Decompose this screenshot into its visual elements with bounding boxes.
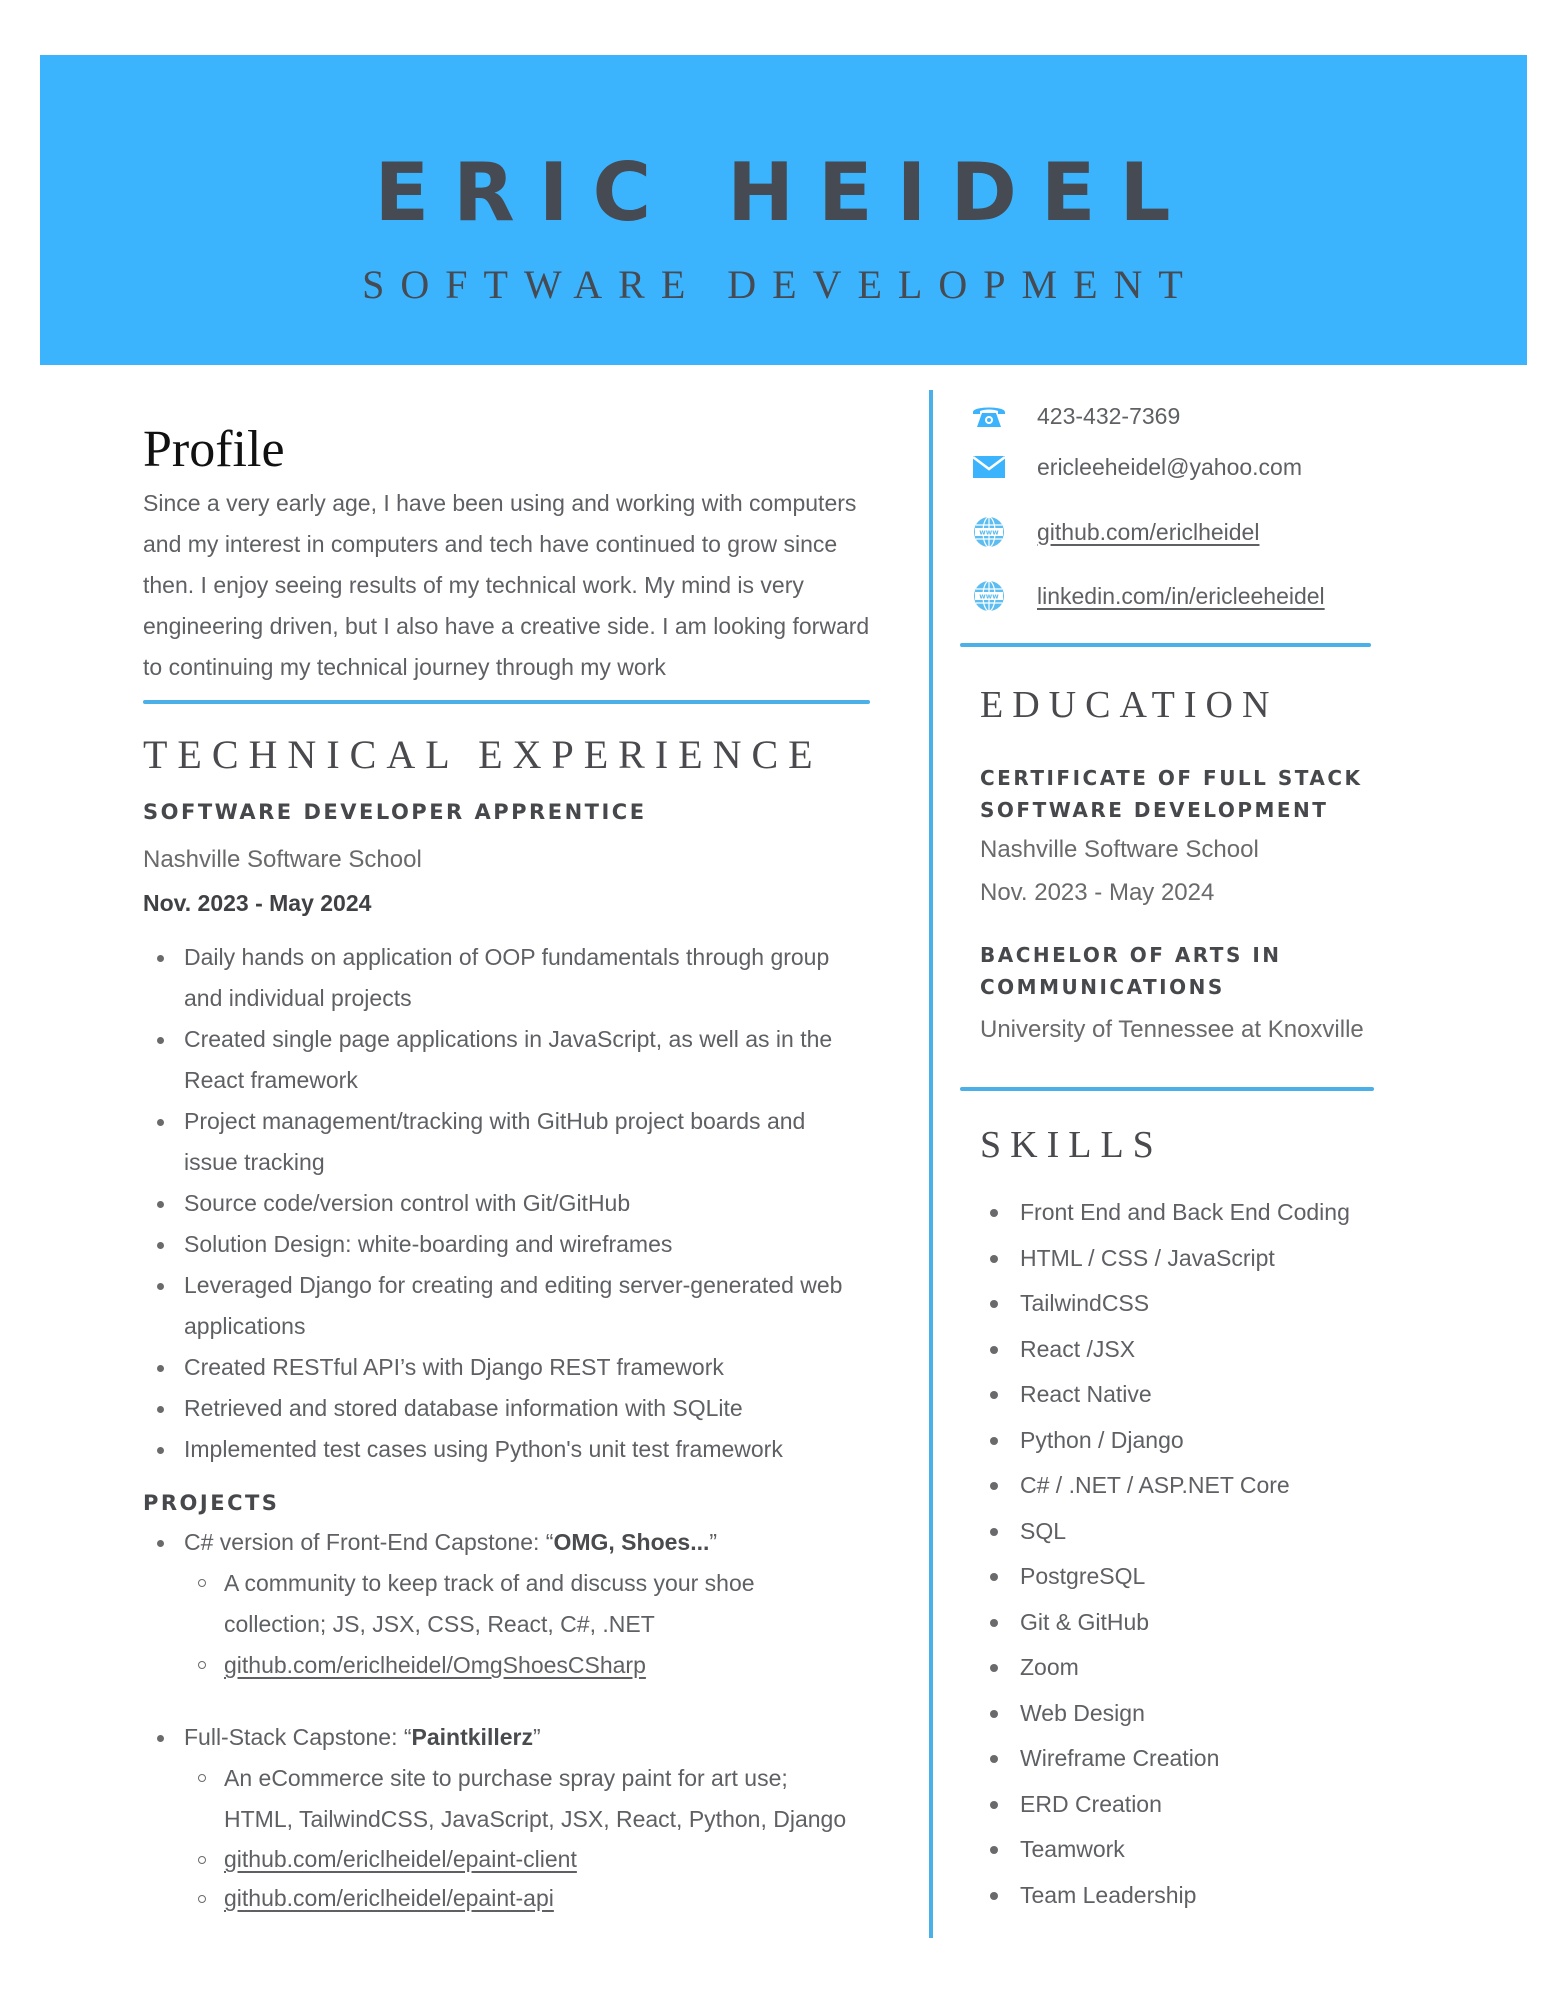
projects-heading: PROJECTS [143, 1491, 280, 1515]
contact-divider [960, 643, 1371, 647]
project-title: Full-Stack Capstone: “Paintkillerz” [143, 1717, 923, 1758]
skills-list [960, 1190, 1440, 1918]
linkedin-link[interactable]: linkedin.com/in/ericleeheidel [1037, 582, 1325, 609]
experience-bullet: Solution Design: white-boarding and wireframes [143, 1224, 903, 1265]
skill-item: Python / Django [960, 1418, 1440, 1464]
skill-item: Teamwork [960, 1827, 1440, 1873]
education-heading: EDUCATION [980, 684, 1279, 726]
email-address[interactable]: ericleeheidel@yahoo.com [1037, 453, 1302, 480]
candidate-name: ERIC HEIDEL [374, 146, 1195, 239]
education-school: Nashville Software School [980, 836, 1259, 863]
skill-item: React /JSX [960, 1327, 1440, 1373]
profile-line: Since a very early age, I have been using and working with computers [143, 490, 857, 516]
skill-item: React Native [960, 1372, 1440, 1418]
phone-icon [960, 403, 1018, 429]
contact-linkedin [960, 576, 1325, 616]
project-link-item [143, 1645, 923, 1686]
project-title: C# version of Front-End Capstone: “OMG, Shoes...” [143, 1522, 923, 1563]
education-school: University of Tennessee at Knoxville [980, 1016, 1364, 1043]
experience-bullet: Leveraged Django for creating and editing server-generated web applications [143, 1265, 903, 1347]
skill-item: Team Leadership [960, 1873, 1440, 1919]
skill-item: ERD Creation [960, 1782, 1440, 1828]
project-api-repo-link[interactable]: github.com/ericlheidel/epaint-api [224, 1885, 554, 1911]
globe-www-icon [960, 516, 1018, 548]
github-link[interactable]: github.com/ericlheidel [1037, 518, 1260, 545]
experience-heading: TECHNICAL EXPERIENCE [143, 732, 823, 777]
skill-item: TailwindCSS [960, 1281, 1440, 1327]
project-link-item [143, 1840, 923, 1879]
profile-heading: Profile [143, 421, 285, 478]
project-name: Paintkillerz [411, 1724, 533, 1750]
contact-github [960, 512, 1259, 552]
project-description: An eCommerce site to purchase spray paint for art use; HTML, TailwindCSS, JavaScript, JSX, React, Python, Django [143, 1758, 923, 1840]
education-degree: BACHELOR OF ARTS IN COMMUNICATIONS [980, 943, 1282, 999]
education-degree: CERTIFICATE OF FULL STACK SOFTWARE DEVELOPMENT [980, 766, 1363, 822]
phone-number: 423-432-7369 [1037, 402, 1181, 429]
svg-text:www: www [979, 592, 999, 601]
education-dates: Nov. 2023 - May 2024 [980, 879, 1215, 906]
experience-bullet: Daily hands on application of OOP fundamentals through group and individual projects [143, 937, 903, 1019]
skill-item: SQL [960, 1509, 1440, 1555]
svg-text:www: www [979, 528, 999, 537]
skill-item: C# / .NET / ASP.NET Core [960, 1463, 1440, 1509]
candidate-title: SOFTWARE DEVELOPMENT [362, 262, 1199, 307]
experience-bullet: Project management/tracking with GitHub project boards and issue tracking [143, 1101, 903, 1183]
skills-heading: SKILLS [980, 1124, 1163, 1166]
profile-line: and my interest in computers and tech have continued to grow since [143, 531, 838, 557]
job-title: SOFTWARE DEVELOPER APPRENTICE [143, 800, 647, 824]
experience-bullet: Retrieved and stored database information with SQLite [143, 1388, 903, 1429]
profile-line: to continuing my technical journey through my work [143, 654, 666, 680]
experience-bullet: Created RESTful API’s with Django REST framework [143, 1347, 903, 1388]
project-paintkillerz [143, 1717, 923, 1918]
skill-item: HTML / CSS / JavaScript [960, 1236, 1440, 1282]
education-divider [960, 1087, 1374, 1091]
envelope-icon [960, 456, 1018, 478]
project-repo-link[interactable]: github.com/ericlheidel/OmgShoesCSharp [224, 1652, 646, 1678]
skill-item: Wireframe Creation [960, 1736, 1440, 1782]
project-omg-shoes [143, 1522, 923, 1686]
project-name: OMG, Shoes... [553, 1529, 710, 1555]
globe-www-icon [960, 580, 1018, 612]
project-link-item [143, 1879, 923, 1918]
skill-item: Web Design [960, 1691, 1440, 1737]
contact-email [960, 447, 1302, 487]
profile-summary [143, 483, 903, 688]
skill-item: PostgreSQL [960, 1554, 1440, 1600]
profile-line: engineering driven, but I also have a creative side. I am looking forward [143, 613, 870, 639]
profile-divider [143, 700, 870, 704]
project-client-repo-link[interactable]: github.com/ericlheidel/epaint-client [224, 1846, 577, 1872]
contact-phone [960, 396, 1180, 436]
project-description: A community to keep track of and discuss your shoe collection; JS, JSX, CSS, React, C#, .NET [143, 1563, 923, 1645]
column-divider [929, 390, 933, 1938]
experience-bullets [143, 937, 903, 1470]
experience-bullet: Created single page applications in JavaScript, as well as in the React framework [143, 1019, 903, 1101]
job-dates: Nov. 2023 - May 2024 [143, 890, 372, 916]
experience-bullet: Source code/version control with Git/GitHub [143, 1183, 903, 1224]
job-company: Nashville Software School [143, 846, 422, 873]
skill-item: Front End and Back End Coding [960, 1190, 1440, 1236]
skill-item: Zoom [960, 1645, 1440, 1691]
profile-line: then. I enjoy seeing results of my technical work. My mind is very [143, 572, 804, 598]
experience-bullet: Implemented test cases using Python's unit test framework [143, 1429, 903, 1470]
skill-item: Git & GitHub [960, 1600, 1440, 1646]
